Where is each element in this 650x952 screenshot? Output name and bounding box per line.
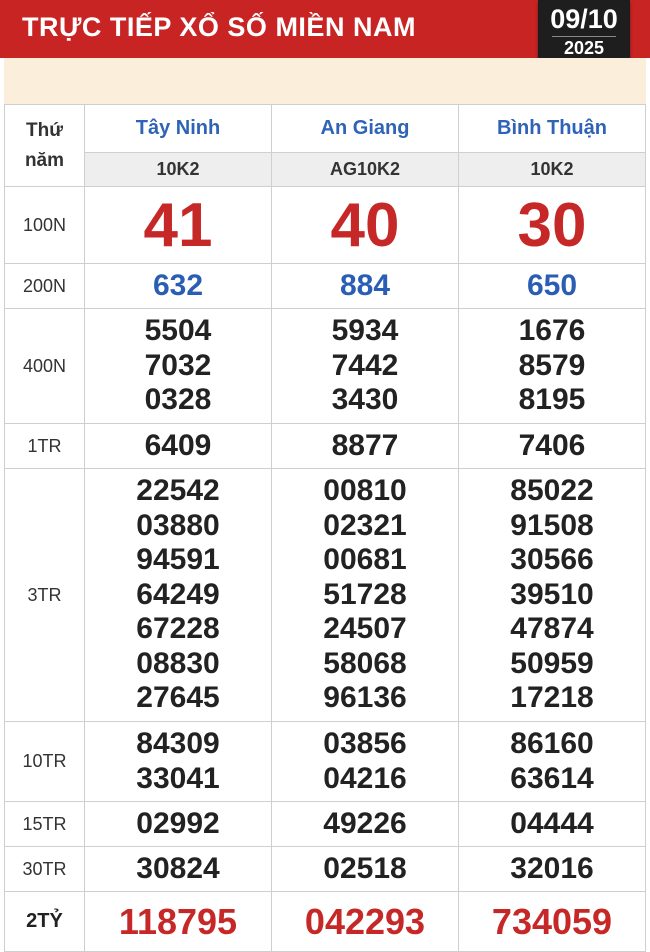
winning-number: 17218: [510, 681, 594, 715]
winning-number: 58068: [323, 646, 407, 680]
winning-number: 1676: [518, 314, 586, 348]
winning-number: 27645: [136, 681, 220, 715]
date-year: 2025: [563, 38, 605, 58]
winning-number: 632: [152, 269, 204, 302]
ticket-code: 10K2: [459, 153, 646, 187]
province-name[interactable]: Tây Ninh: [85, 105, 272, 153]
winning-number: 64249: [136, 577, 220, 611]
winning-number: 03880: [136, 508, 220, 542]
winning-number: 03856: [323, 727, 407, 760]
winning-number: 00810: [323, 474, 407, 508]
province-name[interactable]: Bình Thuận: [459, 105, 646, 153]
results-table: [4, 104, 646, 952]
winning-number: 94591: [136, 543, 220, 577]
winning-number: 8579: [518, 348, 586, 382]
prize-label: 400N: [5, 309, 85, 424]
winning-number: 30: [517, 190, 587, 260]
prize-cell: [459, 802, 646, 847]
winning-number: 042293: [304, 900, 426, 942]
prize-cell: [85, 187, 272, 264]
ticket-code: 10K2: [85, 153, 272, 187]
prize-cell: [272, 469, 459, 722]
winning-number: 5504: [144, 314, 212, 348]
prize-cell: [459, 187, 646, 264]
winning-number: 91508: [510, 508, 594, 542]
winning-number: 22542: [136, 474, 220, 508]
winning-number: 734059: [491, 900, 613, 942]
province-name[interactable]: An Giang: [272, 105, 459, 153]
prize-row: [5, 264, 646, 309]
prize-cell: [85, 469, 272, 722]
winning-number: 41: [143, 190, 213, 260]
winning-number: 30566: [510, 543, 594, 577]
prize-row: [5, 722, 646, 802]
prize-label: 3TR: [5, 469, 85, 722]
winning-number: 86160: [510, 727, 594, 760]
prize-label: 200N: [5, 264, 85, 309]
prize-cell: [272, 892, 459, 952]
prize-row: [5, 187, 646, 264]
prize-cell: [459, 722, 646, 802]
winning-number: 96136: [323, 681, 407, 715]
winning-number: 50959: [510, 646, 594, 680]
winning-number: 00681: [323, 543, 407, 577]
prize-row: [5, 802, 646, 847]
prize-cell: [85, 802, 272, 847]
prize-cell: [459, 264, 646, 309]
prize-row: [5, 309, 646, 424]
prize-cell: [272, 309, 459, 424]
winning-number: 8195: [518, 383, 586, 417]
winning-number: 49226: [323, 806, 407, 840]
winning-number: 8877: [331, 428, 399, 462]
winning-number: 02992: [136, 806, 220, 840]
winning-number: 08830: [136, 646, 220, 680]
winning-number: 7442: [331, 348, 399, 382]
prize-cell: [85, 722, 272, 802]
prize-cell: [85, 309, 272, 424]
prize-cell: [459, 847, 646, 892]
prize-row: [5, 469, 646, 722]
prize-label: 100N: [5, 187, 85, 264]
winning-number: 84309: [136, 727, 220, 760]
province-row: [5, 105, 646, 153]
winning-number: 32016: [510, 851, 594, 885]
winning-number: 118795: [118, 900, 238, 942]
prize-cell: [272, 722, 459, 802]
prize-cell: [85, 892, 272, 952]
date-day: 09/10: [550, 4, 618, 34]
winning-number: 33041: [136, 761, 220, 795]
prize-cell: [459, 424, 646, 469]
winning-number: 3430: [331, 383, 399, 417]
winning-number: 650: [526, 269, 578, 302]
winning-number: 7032: [144, 348, 212, 382]
prize-row: [5, 847, 646, 892]
winning-number: 7406: [518, 428, 586, 462]
prize-cell: [85, 264, 272, 309]
prize-label: 30TR: [5, 847, 85, 892]
ticket-code: AG10K2: [272, 153, 459, 187]
prize-cell: [459, 469, 646, 722]
weekday-cell: [5, 105, 85, 187]
winning-number: 04444: [510, 806, 594, 840]
prize-label: 2TỶ: [5, 892, 85, 952]
winning-number: 47874: [510, 612, 594, 646]
winning-number: 6409: [144, 428, 212, 462]
prize-cell: [272, 187, 459, 264]
prize-row: [5, 892, 646, 952]
winning-number: 5934: [331, 314, 399, 348]
winning-number: 30824: [136, 851, 220, 885]
prize-cell: [85, 424, 272, 469]
winning-number: 40: [330, 190, 400, 260]
page-title: TRỰC TIẾP XỔ SỐ MIỀN NAM: [22, 12, 416, 42]
winning-number: 24507: [323, 612, 407, 646]
prize-cell: [272, 264, 459, 309]
winning-number: 51728: [323, 577, 407, 611]
prize-row: [5, 424, 646, 469]
prize-cell: [459, 892, 646, 952]
prize-cell: [85, 847, 272, 892]
winning-number: 02518: [323, 851, 407, 885]
winning-number: 884: [339, 269, 391, 302]
date-badge: [538, 0, 630, 64]
prize-cell: [272, 424, 459, 469]
winning-number: 39510: [510, 577, 594, 611]
winning-number: 02321: [323, 508, 407, 542]
prize-label: 10TR: [5, 722, 85, 802]
prize-cell: [459, 309, 646, 424]
weekday-line1: Thứ: [26, 119, 63, 141]
winning-number: 85022: [510, 474, 594, 508]
winning-number: 67228: [136, 612, 220, 646]
header-band: [4, 58, 646, 104]
winning-number: 0328: [144, 383, 212, 417]
code-row: [5, 153, 646, 187]
prize-label: 1TR: [5, 424, 85, 469]
prize-cell: [272, 847, 459, 892]
prize-label: 15TR: [5, 802, 85, 847]
prize-cell: [272, 802, 459, 847]
winning-number: 04216: [323, 761, 407, 795]
winning-number: 63614: [510, 761, 594, 795]
weekday-line2: năm: [24, 149, 65, 171]
